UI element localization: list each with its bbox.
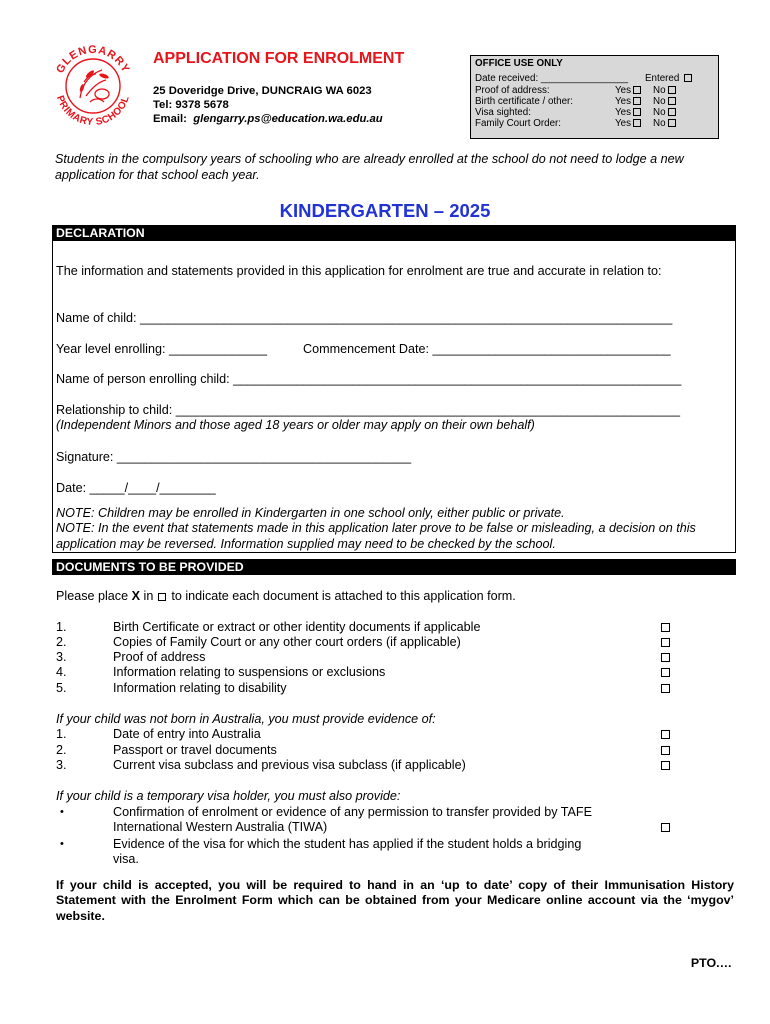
no-label: No [653,95,666,107]
document-item-text: Current visa subclass and previous visa subclass (if applicable) [113,758,466,772]
document-item-number: 5. [56,681,67,695]
school-tel: Tel: 9378 5678 [153,99,229,111]
document-item-number: 2. [56,743,67,757]
document-checkbox[interactable] [661,823,670,832]
not-born-heading: If your child was not born in Australia, you must provide evidence of: [56,712,436,726]
documents-heading: DOCUMENTS TO BE PROVIDED [52,559,736,575]
office-row-label: Proof of address: [475,84,550,96]
instruction-post: to indicate each document is attached to this application form. [167,589,516,603]
office-yes [615,118,641,129]
signature-field[interactable]: Signature: __________________________________________ [56,450,412,464]
document-item-number: 1. [56,727,67,741]
document-item [0,727,770,743]
bullet-icon: • [60,806,64,818]
document-item [0,743,770,759]
documents-instruction [56,589,516,605]
instruction-x: X [131,589,141,603]
yes-checkbox[interactable] [633,97,641,105]
office-row [475,96,714,107]
school-email: glengarry.ps@education.wa.edu.au [193,113,383,125]
office-yes [615,96,641,107]
person-enrolling-field[interactable]: Name of person enrolling child: ________________________________________________________________ [56,372,682,386]
document-item-text: Date of entry into Australia [113,727,261,741]
yes-label: Yes [615,95,631,107]
relationship-field[interactable]: Relationship to child: ________________________________________________________________________ [56,403,680,417]
document-item-number: 4. [56,665,67,679]
visa-document-item [0,837,770,869]
date-field[interactable]: Date: _____/____/________ [56,481,216,495]
office-row [475,85,714,96]
yes-label: Yes [615,107,631,119]
document-item-number: 2. [56,635,67,649]
school-address: 25 Doveridge Drive, DUNCRAIG WA 6023 [153,85,372,97]
document-item-text: Copies of Family Court or any other court orders (if applicable) [113,635,461,649]
office-no [653,96,676,107]
document-item-number: 1. [56,620,67,634]
no-checkbox[interactable] [668,119,676,127]
office-row [475,107,714,118]
email-label: Email: [153,113,187,125]
document-checkbox[interactable] [661,668,670,677]
pto-label: PTO.… [690,956,732,970]
entered-field [645,73,692,84]
instruction-pre: Please place [56,589,132,603]
no-checkbox[interactable] [668,86,676,94]
document-item [0,758,770,774]
office-use-heading: OFFICE USE ONLY [475,58,563,69]
document-checkbox[interactable] [661,684,670,693]
immunisation-notice: If your child is accepted, you will be required to hand in an ‘up to date’ copy of their Immunisation History Statement with the Enrolment Form which can be obtained from your Medicare online account via the ‘mygov’ website. [56,878,734,923]
kindergarten-title: KINDERGARTEN – 2025 [279,200,491,221]
no-checkbox[interactable] [668,97,676,105]
office-use-box [470,55,719,139]
document-item [0,635,770,651]
name-of-child-field[interactable]: Name of child: ____________________________________________________________________________ [56,311,673,325]
document-item [0,620,770,636]
year-level-field[interactable]: Year level enrolling: ______________ [56,342,268,356]
document-checkbox[interactable] [661,623,670,632]
document-checkbox[interactable] [661,730,670,739]
yes-checkbox[interactable] [633,86,641,94]
intro-text: Students in the compulsory years of schooling who are already enrolled at the school do not need to lodge a new application for that school each year. [55,152,684,182]
no-label: No [653,84,666,96]
office-row-label: Birth certificate / other: [475,95,574,107]
office-yes [615,107,641,118]
document-checkbox[interactable] [661,638,670,647]
yes-checkbox[interactable] [633,108,641,116]
document-item-text: International Western Australia (TIWA) [113,820,328,834]
office-yes [615,85,641,96]
document-item-number: 3. [56,650,67,664]
office-row-label: Visa sighted: [475,107,531,119]
yes-label: Yes [615,84,631,96]
no-label: No [653,107,666,119]
school-logo [46,36,140,130]
logo-text-top: GLENGARRY [54,43,132,76]
declaration-heading: DECLARATION [52,225,736,241]
document-item [0,665,770,681]
logo-text-bottom: PRIMARY SCHOOL [54,94,132,129]
visa-heading: If your child is a temporary visa holder, you must also provide: [56,789,401,803]
checkbox-symbol-icon [158,593,166,601]
document-item-text: Information relating to suspensions or exclusions [113,665,386,679]
document-item-text: Information relating to disability [113,681,287,695]
office-row-date [475,73,714,84]
no-checkbox[interactable] [668,108,676,116]
school-contact [153,84,383,126]
document-item [0,650,770,666]
office-no [653,85,676,96]
office-no [653,118,676,129]
office-no [653,107,676,118]
office-row-label: Family Court Order: [475,118,562,130]
visa-document-item [0,805,770,837]
declaration-statement: The information and statements provided in this application for enrolment are true and accurate in relation to: [56,264,662,278]
instruction-mid: in [140,589,157,603]
application-title: APPLICATION FOR ENROLMENT [153,50,405,67]
yes-label: Yes [615,118,631,130]
no-label: No [653,118,666,130]
document-item-number: 3. [56,758,67,772]
office-row [475,118,714,129]
document-item-text: Passport or travel documents [113,743,277,757]
document-checkbox[interactable] [661,746,670,755]
school-email-line [153,112,383,126]
document-item-text: visa. [113,852,139,866]
relationship-note: (Independent Minors and those aged 18 years or older may apply on their own behalf) [56,418,535,432]
yes-checkbox[interactable] [633,119,641,127]
declaration-note-1: NOTE: Children may be enrolled in Kindergarten in one school only, either public or private. [56,506,565,520]
document-item-text: Proof of address [113,650,206,664]
document-item [0,681,770,697]
document-item-text: Evidence of the visa for which the student has applied if the student holds a bridging [113,837,582,851]
document-checkbox[interactable] [661,761,670,770]
entered-label: Entered [645,73,680,85]
document-item-text: Birth Certificate or extract or other identity documents if applicable [113,620,481,634]
entered-checkbox[interactable] [684,74,692,82]
commencement-date-field[interactable]: Commencement Date: __________________________________ [303,342,671,356]
bullet-icon: • [60,838,64,850]
document-checkbox[interactable] [661,653,670,662]
date-received-label: Date received: ________________ [475,73,629,85]
declaration-note-2: NOTE: In the event that statements made in this application later prove to be false or misleading, a decision on this application may be reversed. Information supplied may need to be checked by the school. [56,521,696,551]
document-item-text: Confirmation of enrolment or evidence of any permission to transfer provided by TAFE [113,805,593,819]
